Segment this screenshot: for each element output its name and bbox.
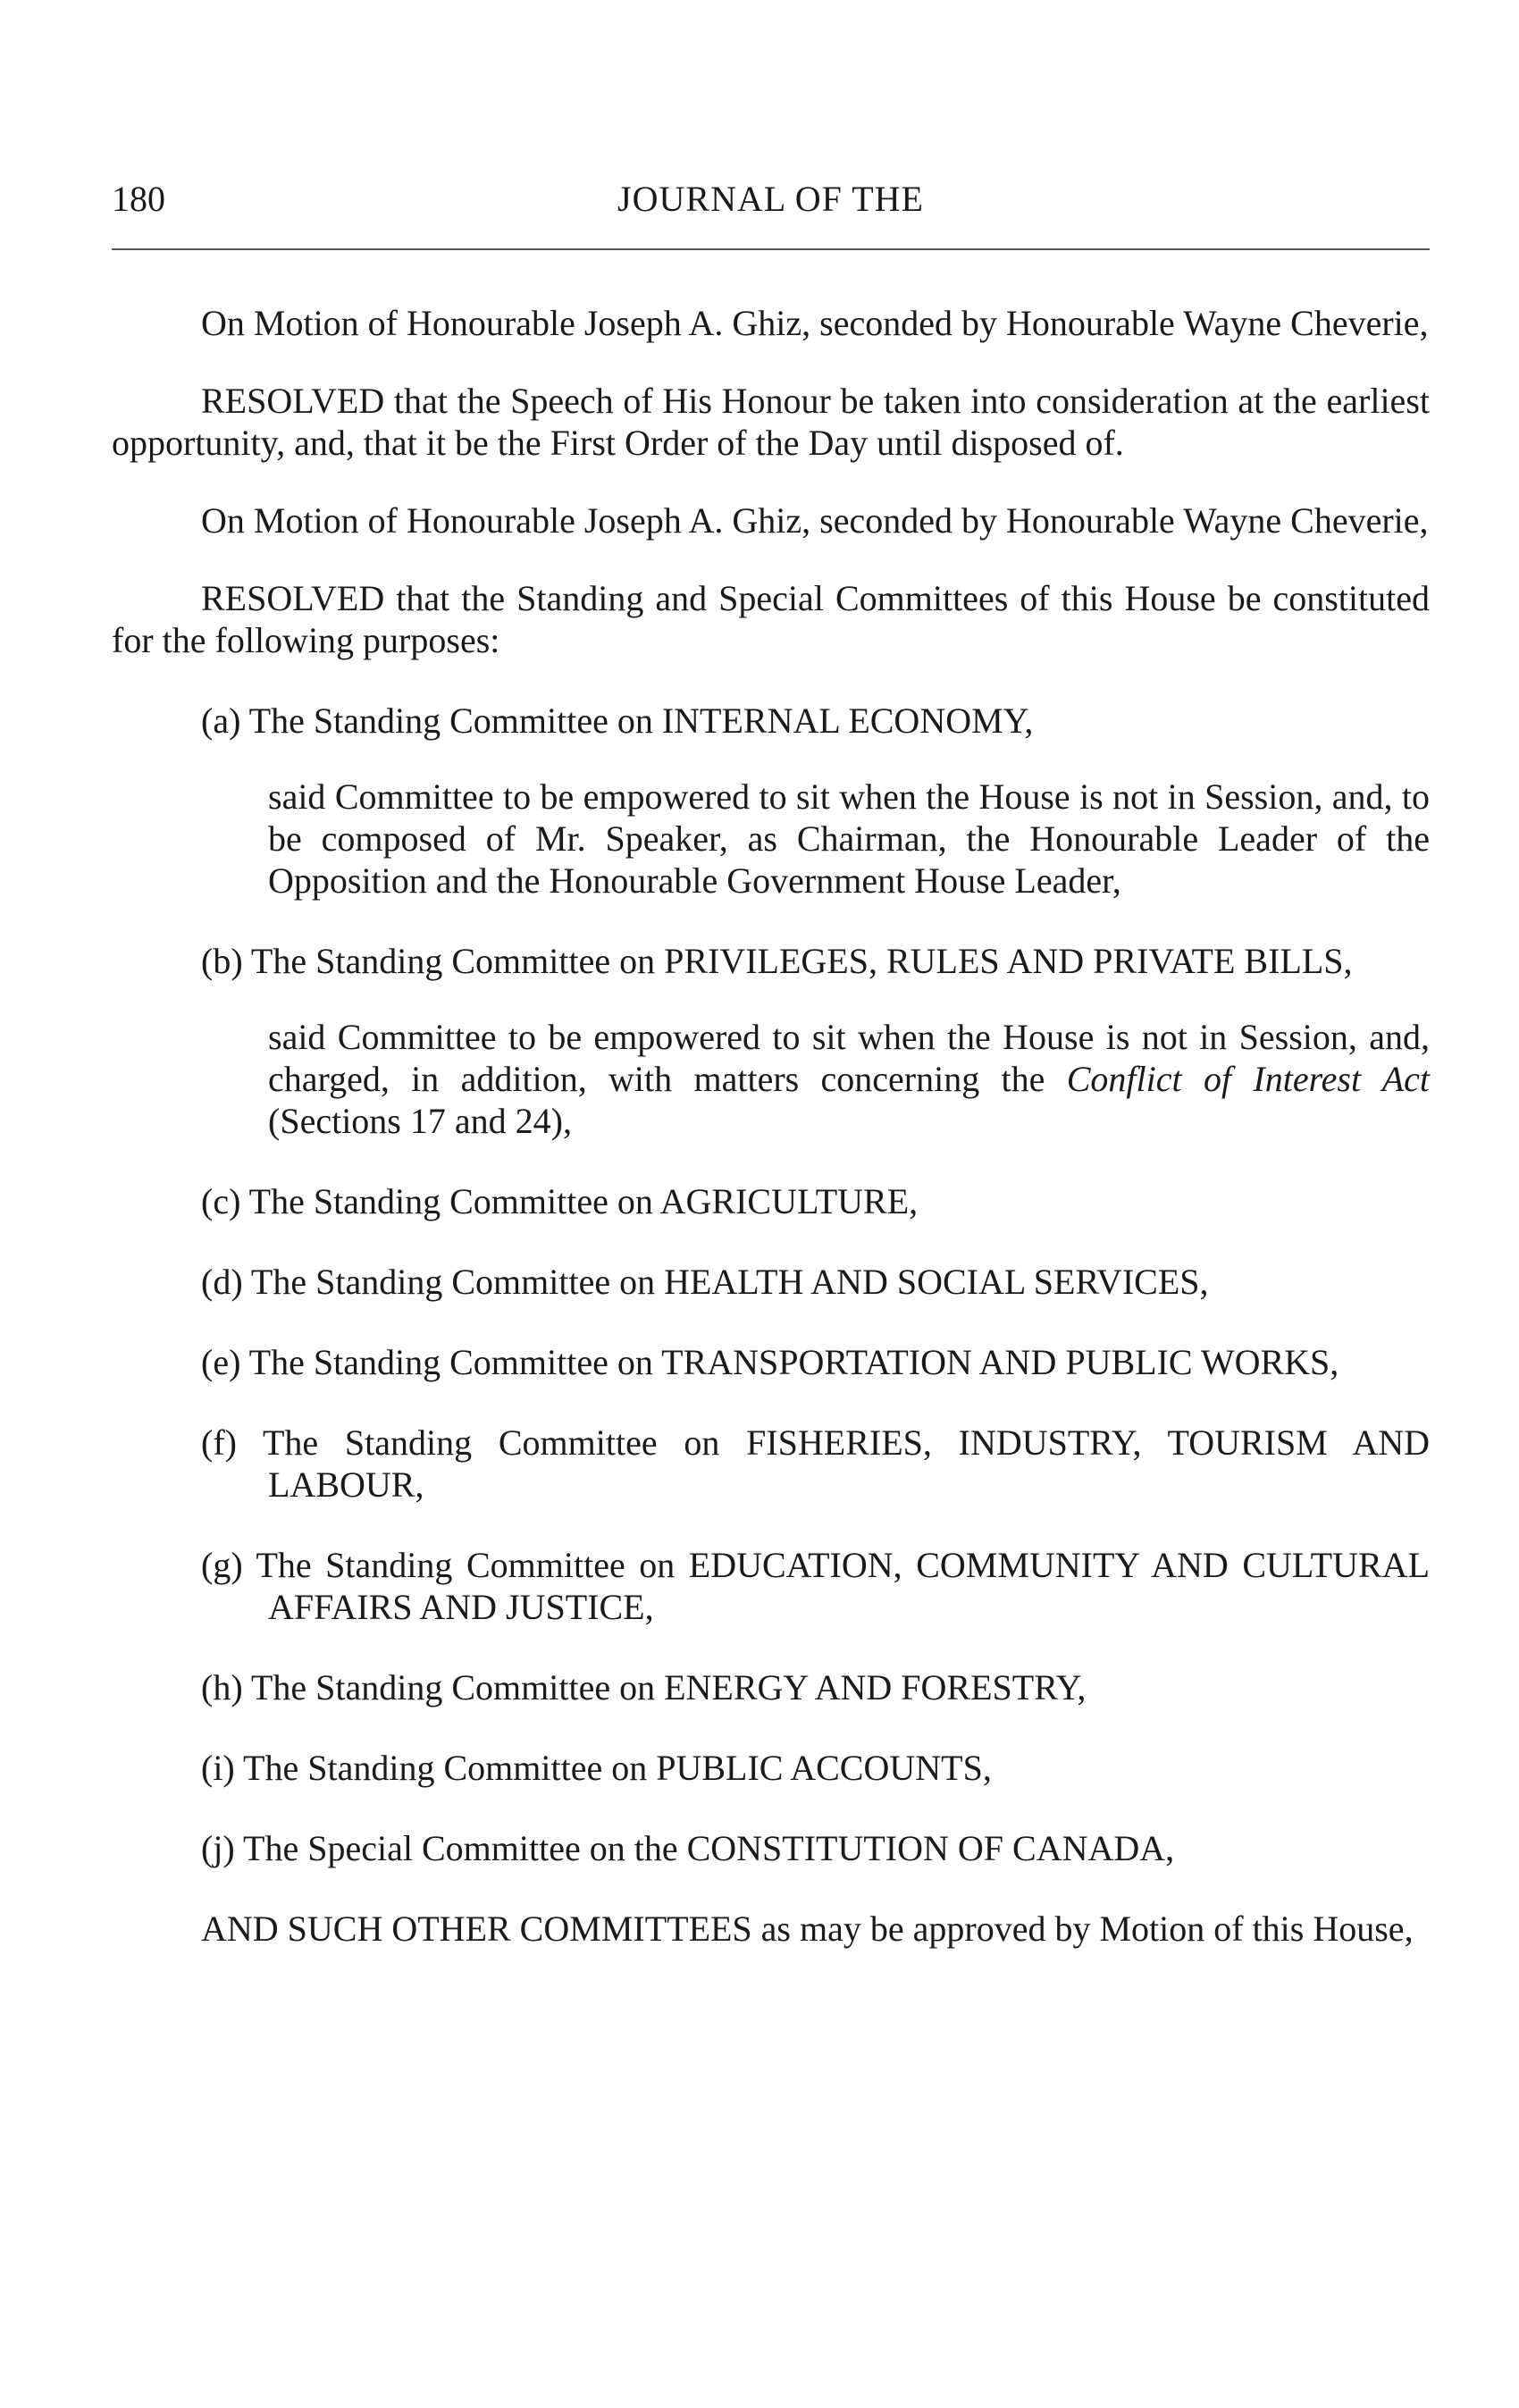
committee-item-f: (f) The Standing Committee on FISHERIES, INDUSTRY, TOURISM AND LABOUR,	[201, 1422, 1430, 1505]
committee-item-d: (d) The Standing Committee on HEALTH AND SOCIAL SERVICES,	[201, 1262, 1209, 1302]
motion-paragraph: On Motion of Honourable Joseph A. Ghiz, seconded by Honourable Wayne Cheverie,	[201, 500, 1429, 541]
committee-item-a: (a) The Standing Committee on INTERNAL ECONOMY,	[201, 701, 1034, 741]
committee-item-i: (i) The Standing Committee on PUBLIC ACCOUNTS,	[201, 1748, 992, 1788]
committee-item-e: (e) The Standing Committee on TRANSPORTATION AND PUBLIC WORKS,	[201, 1342, 1339, 1382]
committee-item-a-detail: said Committee to be empowered to sit when the House is not in Session, and, to be composed of Mr. Speaker, as Chairman, the Honourable Leader of the Opposition and the Honourable Government House Leader,	[268, 776, 1430, 901]
journal-body	[112, 302, 1430, 1950]
act-title: Conflict of Interest Act	[1066, 1059, 1431, 1099]
committee-item-b-detail	[268, 1016, 1430, 1142]
committee-item-b: (b) The Standing Committee on PRIVILEGES, RULES AND PRIVATE BILLS,	[201, 941, 1353, 981]
running-head: JOURNAL OF THE	[617, 179, 924, 219]
motion-paragraph: On Motion of Honourable Joseph A. Ghiz, seconded by Honourable Wayne Cheverie,	[201, 303, 1429, 343]
closing-paragraph: AND SUCH OTHER COMMITTEES as may be approved by Motion of this House,	[201, 1909, 1414, 1949]
committee-item-c: (c) The Standing Committee on AGRICULTURE,	[201, 1181, 919, 1221]
page-number: 180	[112, 179, 165, 219]
committee-item-j: (j) The Special Committee on the CONSTITUTION OF CANADA,	[201, 1828, 1175, 1868]
resolved-paragraph: RESOLVED that the Standing and Special Committees of this House be constituted for the following purposes:	[112, 578, 1430, 660]
detail-text: (Sections 17 and 24),	[268, 1101, 572, 1141]
committee-item-h: (h) The Standing Committee on ENERGY AND FORESTRY,	[201, 1667, 1087, 1707]
resolved-paragraph: RESOLVED that the Speech of His Honour be taken into consideration at the earliest opportunity, and, that it be the First Order of the Day until disposed of.	[112, 381, 1430, 463]
detail-text: said Committee to be empowered to sit when the House is not in Session, and, charged, in addition, with matters concerning the	[268, 1017, 1430, 1099]
committee-item-g: (g) The Standing Committee on EDUCATION, COMMUNITY AND CULTURAL AFFAIRS AND JUSTICE,	[201, 1545, 1430, 1627]
page-header	[112, 177, 1430, 231]
header-rule	[112, 248, 1430, 250]
